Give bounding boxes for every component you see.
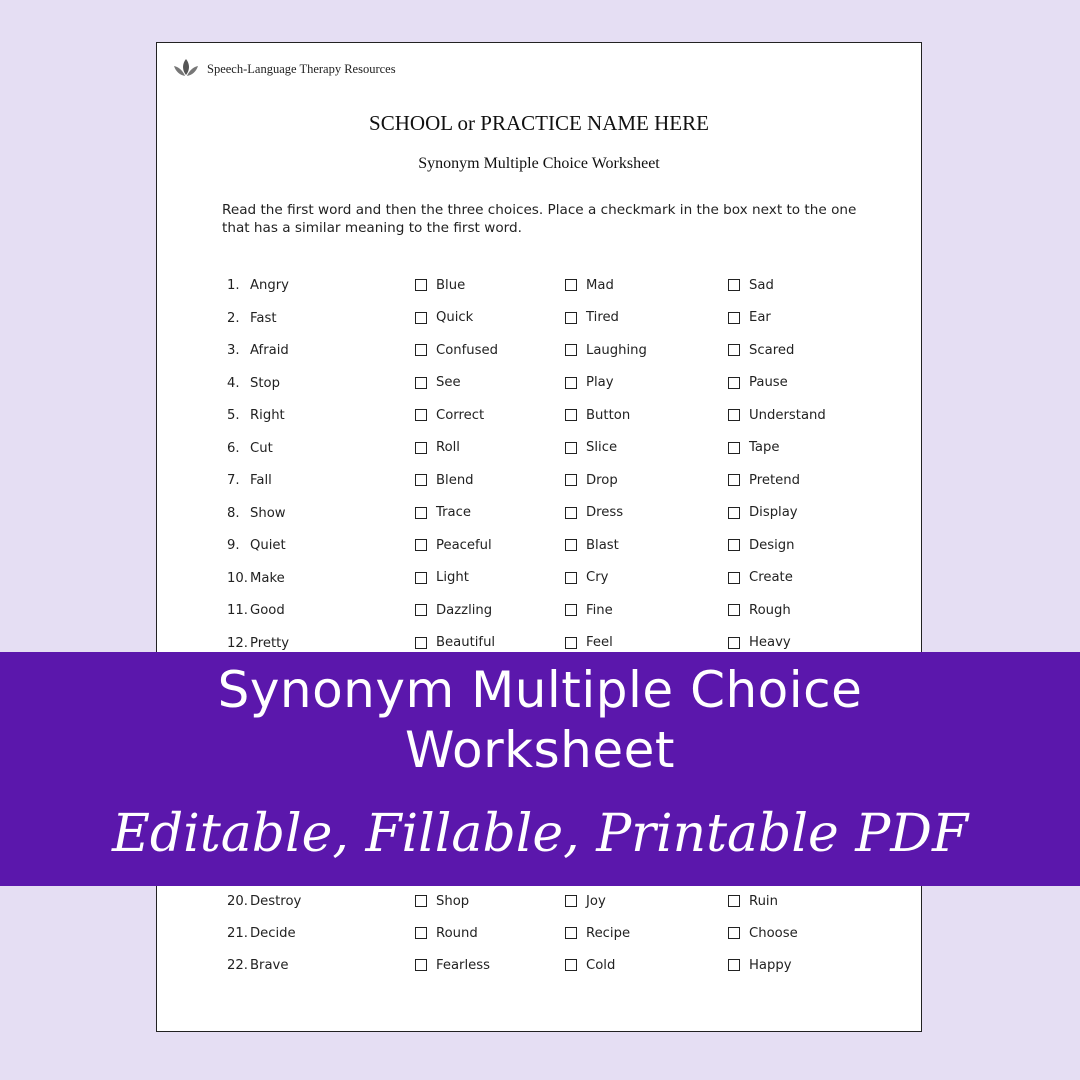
choice-label: Laughing (586, 342, 647, 358)
choice-option[interactable] (728, 535, 795, 555)
question-row (157, 503, 921, 525)
choice-label: Fine (586, 602, 613, 618)
choice-option[interactable] (728, 470, 800, 490)
choice-label: Understand (749, 407, 826, 423)
choice-option[interactable] (565, 275, 614, 295)
choice-option[interactable] (728, 955, 792, 975)
choice-label: Quick (436, 310, 474, 325)
choice-label: Cold (586, 957, 616, 973)
choice-label: Happy (749, 957, 792, 973)
choice-label: Choose (749, 925, 798, 941)
question-number: 8. (227, 505, 240, 521)
instructions: Read the first word and then the three choices. Place a checkmark in the box next to the one that has a similar meaning to the first word. (222, 202, 857, 236)
choice-option[interactable] (565, 535, 619, 555)
choice-option[interactable] (728, 438, 779, 458)
choice-label: Correct (436, 407, 485, 423)
checkbox[interactable] (565, 927, 577, 939)
choice-option[interactable] (728, 633, 791, 653)
choice-option[interactable] (565, 955, 615, 975)
choice-label: Trace (436, 505, 471, 520)
brand-header (173, 57, 396, 81)
choice-option[interactable] (415, 503, 471, 523)
choice-label: Pretend (749, 472, 800, 488)
brand-name: Speech-Language Therapy Resources (207, 61, 396, 76)
question-word: Quiet (250, 538, 286, 553)
checkbox[interactable] (728, 442, 740, 454)
choice-label: Blue (436, 277, 466, 293)
checkbox[interactable] (415, 344, 427, 356)
choice-label: Pause (749, 375, 788, 390)
checkbox[interactable] (728, 927, 740, 939)
checkbox[interactable] (565, 604, 577, 616)
choice-option[interactable] (415, 308, 473, 328)
lotus-leaves-icon (173, 57, 199, 81)
checkbox[interactable] (728, 507, 740, 519)
checkbox[interactable] (728, 409, 740, 421)
worksheet-title: Synonym Multiple Choice Worksheet (418, 155, 660, 172)
choice-option[interactable] (415, 470, 474, 490)
choice-option[interactable] (415, 373, 461, 393)
choice-option[interactable] (565, 373, 614, 393)
choice-option[interactable] (415, 275, 465, 295)
checkbox[interactable] (565, 637, 577, 649)
choice-label: Ear (749, 310, 771, 325)
checkbox[interactable] (565, 442, 577, 454)
question-number: 5. (227, 408, 240, 423)
checkbox[interactable] (565, 895, 577, 907)
checkbox[interactable] (415, 377, 427, 389)
checkbox[interactable] (728, 539, 740, 551)
question-word: Pretty (250, 635, 290, 651)
choice-label: Blend (436, 472, 474, 488)
choice-option[interactable] (728, 275, 774, 295)
question-row (157, 891, 921, 913)
checkbox[interactable] (415, 895, 427, 907)
choice-label: Heavy (749, 635, 791, 650)
banner-subtitle: Editable, Fillable, Printable PDF (111, 804, 969, 864)
question-word: Cut (250, 440, 273, 456)
choice-option[interactable] (728, 568, 793, 588)
choice-option[interactable] (415, 955, 490, 975)
choice-label: Tape (749, 440, 780, 455)
choice-option[interactable] (565, 568, 608, 588)
question-row (157, 373, 921, 395)
choice-option[interactable] (415, 633, 495, 653)
choice-label: Design (749, 537, 795, 553)
checkbox[interactable] (565, 572, 577, 584)
choice-option[interactable] (565, 340, 647, 360)
choice-option[interactable] (565, 405, 630, 425)
choice-option[interactable] (728, 373, 788, 393)
checkbox[interactable] (565, 507, 577, 519)
choice-option[interactable] (565, 891, 606, 911)
question-row (157, 535, 921, 557)
choice-option[interactable] (565, 470, 618, 490)
choice-label: See (436, 375, 461, 390)
question-word: Brave (250, 958, 289, 973)
question-word: Destroy (250, 894, 302, 909)
checkbox[interactable] (565, 377, 577, 389)
checkbox[interactable] (415, 637, 427, 649)
choice-option[interactable] (565, 503, 623, 523)
question-row (157, 340, 921, 362)
choice-label: Scared (749, 342, 795, 358)
choice-option[interactable] (415, 405, 484, 425)
checkbox[interactable] (728, 344, 740, 356)
checkbox[interactable] (728, 959, 740, 971)
question-number: 21. (227, 926, 248, 941)
checkbox[interactable] (728, 637, 740, 649)
choice-label: Dress (586, 505, 624, 520)
choice-label: Create (749, 570, 793, 585)
question-number: 7. (227, 473, 240, 488)
question-word: Angry (250, 278, 289, 293)
banner-title (0, 660, 1080, 780)
choice-label: Rough (749, 602, 791, 618)
question-word: Good (250, 603, 285, 618)
question-number: 10. (227, 570, 248, 586)
choice-label: Beautiful (436, 635, 496, 650)
choice-option[interactable] (565, 308, 619, 328)
checkbox[interactable] (728, 279, 740, 291)
checkbox[interactable] (565, 959, 577, 971)
choice-label: Light (436, 570, 469, 585)
checkbox[interactable] (415, 312, 427, 324)
school-name[interactable]: SCHOOL or PRACTICE NAME HERE (369, 111, 709, 135)
question-number: 11. (227, 603, 248, 618)
choice-option[interactable] (728, 340, 794, 360)
question-row (157, 600, 921, 622)
question-word: Stop (250, 375, 280, 391)
choice-label: Feel (586, 635, 613, 650)
checkbox[interactable] (565, 312, 577, 324)
checkbox[interactable] (728, 377, 740, 389)
question-word: Decide (250, 926, 296, 941)
banner-title-line-2: Worksheet (405, 721, 675, 779)
checkbox[interactable] (565, 409, 577, 421)
promo-banner (0, 652, 1080, 886)
choice-label: Fearless (436, 957, 490, 973)
choice-label: Display (749, 505, 798, 520)
choice-option[interactable] (565, 600, 613, 620)
checkbox[interactable] (565, 539, 577, 551)
choice-option[interactable] (728, 405, 826, 425)
checkbox[interactable] (415, 572, 427, 584)
choice-label: Dazzling (436, 602, 493, 618)
question-row (157, 405, 921, 427)
question-row (157, 923, 921, 945)
checkbox[interactable] (728, 572, 740, 584)
choice-option[interactable] (415, 600, 492, 620)
choice-label: Blast (586, 537, 619, 553)
checkbox[interactable] (565, 344, 577, 356)
choice-label: Sad (749, 277, 774, 293)
choice-label: Recipe (586, 925, 631, 941)
checkbox[interactable] (415, 474, 427, 486)
question-row (157, 275, 921, 297)
question-number: 20. (227, 894, 248, 909)
question-number: 12. (227, 635, 248, 651)
checkbox[interactable] (415, 409, 427, 421)
choice-label: Ruin (749, 893, 778, 909)
choice-label: Confused (436, 342, 498, 358)
checkbox[interactable] (728, 312, 740, 324)
checkbox[interactable] (415, 604, 427, 616)
choice-label: Drop (586, 472, 618, 488)
question-word: Make (250, 570, 285, 586)
checkbox[interactable] (415, 507, 427, 519)
question-number: 2. (227, 310, 240, 326)
question-number: 4. (227, 375, 240, 391)
banner-title-line-1: Synonym Multiple Choice (217, 661, 863, 719)
question-word: Afraid (250, 343, 289, 358)
question-word: Right (250, 408, 285, 423)
question-row (157, 955, 921, 977)
question-word: Fast (250, 310, 277, 326)
checkbox[interactable] (565, 279, 577, 291)
question-row (157, 438, 921, 460)
question-row (157, 470, 921, 492)
checkbox[interactable] (565, 474, 577, 486)
checkbox[interactable] (728, 604, 740, 616)
question-number: 6. (227, 440, 240, 456)
question-word: Fall (250, 473, 272, 488)
question-row (157, 568, 921, 590)
choice-option[interactable] (728, 923, 798, 943)
choice-label: Peaceful (436, 537, 492, 553)
choice-option[interactable] (415, 535, 492, 555)
checkbox[interactable] (415, 959, 427, 971)
choice-label: Round (436, 925, 478, 941)
choice-option[interactable] (728, 891, 778, 911)
checkbox[interactable] (728, 474, 740, 486)
choice-label: Joy (586, 893, 606, 909)
choice-option[interactable] (728, 308, 771, 328)
checkbox[interactable] (415, 539, 427, 551)
choice-option[interactable] (415, 923, 478, 943)
choice-option[interactable] (415, 891, 469, 911)
choice-option[interactable] (565, 438, 617, 458)
question-row (157, 308, 921, 330)
checkbox[interactable] (728, 895, 740, 907)
checkbox[interactable] (415, 927, 427, 939)
question-number: 3. (227, 343, 240, 358)
choice-option[interactable] (728, 503, 798, 523)
choice-label: Shop (436, 893, 470, 909)
choice-option[interactable] (415, 568, 469, 588)
choice-label: Mad (586, 277, 614, 293)
choice-option[interactable] (415, 438, 460, 458)
choice-label: Roll (436, 440, 460, 455)
choice-option[interactable] (415, 340, 498, 360)
question-number: 9. (227, 538, 240, 553)
choice-option[interactable] (565, 633, 613, 653)
choice-label: Cry (586, 570, 609, 585)
question-number: 1. (227, 278, 240, 293)
choice-option[interactable] (565, 923, 630, 943)
choice-label: Button (586, 407, 631, 423)
question-number: 22. (227, 958, 248, 973)
choice-label: Tired (586, 310, 619, 325)
checkbox[interactable] (415, 279, 427, 291)
choice-label: Slice (586, 440, 618, 455)
choice-label: Play (586, 375, 614, 390)
question-word: Show (250, 505, 286, 521)
checkbox[interactable] (415, 442, 427, 454)
choice-option[interactable] (728, 600, 791, 620)
